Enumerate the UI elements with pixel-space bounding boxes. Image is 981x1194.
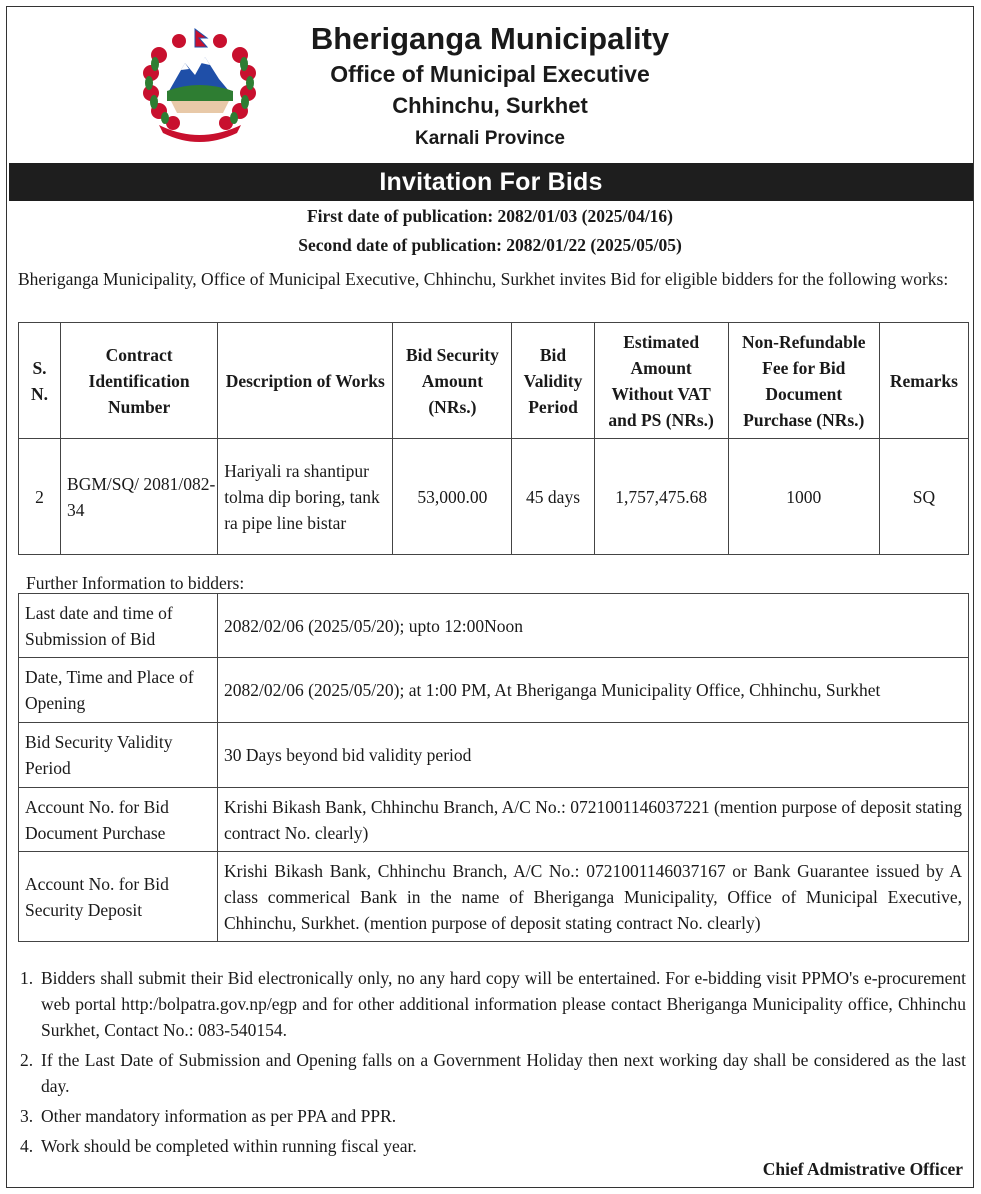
municipality-title: Bheriganga Municipality	[310, 21, 670, 56]
note-text: Bidders shall submit their Bid electronically only, no any hard copy will be entertained. For e-bidding visit PPMO's e-procurement web portal http:/bolpatra.gov.np/egp and for other additional information please contact Bheriganga Municipality office, Chhinchu Surkhet, Contact No.: 083-540154.	[41, 968, 966, 1040]
info-value: Krishi Bikash Bank, Chhinchu Branch, A/C No.: 0721001146037221 (mention purpose of deposit stating contract No. clearly)	[218, 788, 969, 852]
info-value: 2082/02/06 (2025/05/20); upto 12:00Noon	[218, 594, 969, 658]
info-value: Krishi Bikash Bank, Chhinchu Branch, A/C No.: 0721001146037167 or Bank Guarantee issued by A class commerical Bank in the name of Bheriganga Municipality, Office of Municipal Executive, Chhinchu, Surkhet. (mention purpose of deposit stating contract No. clearly)	[218, 852, 969, 942]
list-item	[20, 1047, 966, 1099]
further-info-label: Further Information to bidders:	[26, 573, 245, 593]
info-row-submission	[19, 594, 969, 658]
second-publication-date: Second date of publication: 2082/01/22 (2025/05/05)	[298, 235, 682, 255]
list-item	[20, 1133, 966, 1159]
cell-description: Hariyali ra shantipur tolma dip boring, tank ra pipe line bistar	[218, 439, 393, 555]
note-text: If the Last Date of Submission and Opening falls on a Government Holiday then next working day shall be considered as the last day.	[41, 1050, 966, 1096]
note-text: Work should be completed within running fiscal year.	[41, 1136, 417, 1156]
info-value: 30 Days beyond bid validity period	[218, 723, 969, 788]
info-row-security-validity	[19, 723, 969, 788]
col-header-bid-security: Bid Security Amount (NRs.)	[393, 323, 512, 439]
cell-estimated-amount: 1,757,475.68	[594, 439, 728, 555]
col-header-contract-id: Contract Identification Number	[61, 323, 218, 439]
info-table	[18, 593, 969, 942]
first-publication-date: First date of publication: 2082/01/03 (2025/04/16)	[306, 206, 674, 226]
cell-bid-security: 53,000.00	[393, 439, 512, 555]
notice-banner: Invitation For Bids	[9, 163, 973, 201]
info-key: Bid Security Validity Period	[19, 723, 218, 788]
info-row-opening	[19, 658, 969, 723]
info-row-security-account	[19, 852, 969, 942]
notice-frame	[6, 6, 974, 1188]
col-header-validity: Bid Validity Period	[512, 323, 594, 439]
info-key: Account No. for Bid Security Deposit	[19, 852, 218, 942]
list-item	[20, 965, 966, 1043]
info-value: 2082/02/06 (2025/05/20); at 1:00 PM, At Bheriganga Municipality Office, Chhinchu, Surkhet	[218, 658, 969, 723]
col-header-sn: S. N.	[19, 323, 61, 439]
location-title: Chhinchu, Surkhet	[392, 93, 588, 118]
note-number: 3.	[20, 1106, 34, 1126]
header	[7, 7, 973, 157]
col-header-document-fee: Non-Refundable Fee for Bid Document Purchase (NRs.)	[728, 323, 879, 439]
bid-table-header-row	[19, 323, 969, 439]
province-title: Karnali Province	[415, 128, 565, 149]
cell-remarks: SQ	[879, 439, 968, 555]
info-key: Date, Time and Place of Opening	[19, 658, 218, 723]
table-row	[19, 439, 969, 555]
cell-contract-id: BGM/SQ/ 2081/082-34	[61, 439, 218, 555]
info-key: Last date and time of Submission of Bid	[19, 594, 218, 658]
signature: Chief Admistrative Officer	[762, 1159, 963, 1179]
cell-validity: 45 days	[512, 439, 594, 555]
cell-document-fee: 1000	[728, 439, 879, 555]
info-row-document-account	[19, 788, 969, 852]
note-text: Other mandatory information as per PPA and PPR.	[41, 1106, 397, 1126]
cell-sn: 2	[19, 439, 61, 555]
note-number: 4.	[20, 1136, 34, 1156]
note-number: 2.	[20, 1050, 34, 1070]
intro-paragraph: Bheriganga Municipality, Office of Municipal Executive, Chhinchu, Surkhet invites Bid for eligible bidders for the following works:	[18, 269, 949, 289]
list-item	[20, 1103, 966, 1129]
notes-list	[20, 965, 966, 1159]
col-header-remarks: Remarks	[879, 323, 968, 439]
note-number: 1.	[20, 968, 34, 988]
info-key: Account No. for Bid Document Purchase	[19, 788, 218, 852]
col-header-estimated-amount: Estimated Amount Without VAT and PS (NRs.)	[594, 323, 728, 439]
col-header-description: Description of Works	[218, 323, 393, 439]
office-title: Office of Municipal Executive	[330, 61, 650, 87]
bid-table	[18, 322, 969, 555]
